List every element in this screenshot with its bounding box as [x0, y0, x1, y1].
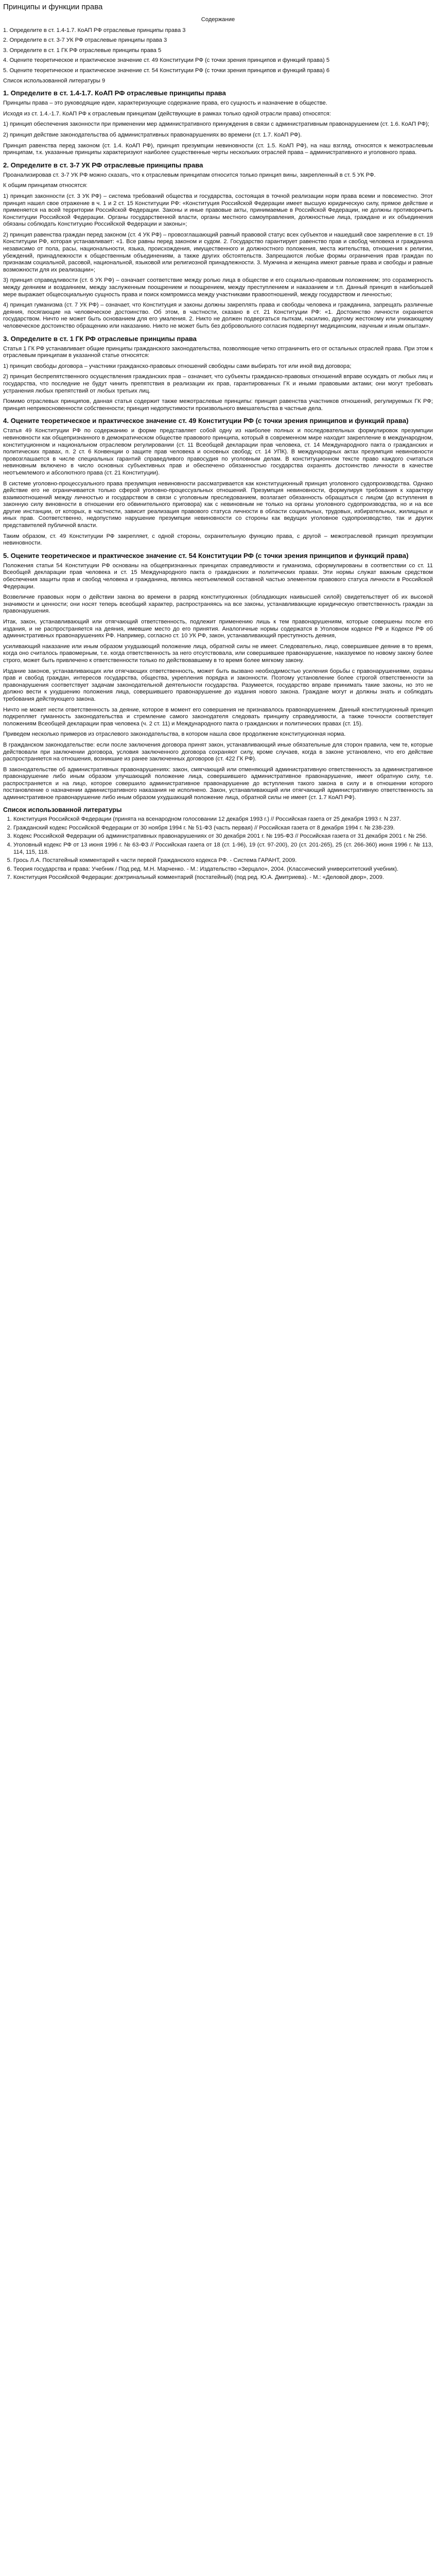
- table-of-contents: [3, 16, 433, 84]
- toc-link[interactable]: 4. Оцените теоретическое и практическое значение ст. 49 Конституции РФ (с точки зрения принципов и функций права) 5: [3, 57, 330, 64]
- section-2: [3, 161, 433, 330]
- paragraph: К общим принципам относятся:: [3, 182, 88, 189]
- toc-link[interactable]: 5. Оцените теоретическое и практическое значение ст. 54 Конституции РФ (с точки зрения принципов и функций права) 6: [3, 67, 330, 74]
- paragraph: В законодательстве об административных правонарушениях: закон, смягчающий или отменяющий административную ответственность за административное правонарушение либо иным образом улучшающий положение лица, совершившего административное правонарушение, имеет обратную силу, т.е. распространяется и на лицо, которое совершило административное правонарушение до вступления такого закона в силу и в отношении которого постановление о назначении административного наказания не исполнено. Закон, устанавливающий или отягчающий административную ответственность за административное правонарушение либо иным образом ухудшающий положение лица, обратной силы не имеет (ст. 1.7 КоАП РФ).: [3, 766, 433, 801]
- section-4: [3, 417, 433, 547]
- toc-item-bibliography[interactable]: [3, 78, 433, 85]
- bibliography-list: [3, 816, 433, 882]
- bibliography-item: 3. Кодекс Российской Федерации об административных правонарушениях от 30 декабря 2001 г. № 195-ФЗ // Российская газета от 31 декабря 2001 г. № 256.: [13, 833, 433, 840]
- paragraph: В системе уголовно-процессуального права презумпция невиновности рассматривается как конституционный принцип уголовного судопроизводства. Однако действие его не ограничивается только сферой уголовно-процессуальных отношений. Презумпция невиновности, формулируя требования к характеру взаимоотношений между личностью и государством в связи с уголовным преследованием, возлагает обязанность обращаться с лицом (до вступления в законную силу виновности в отношении его обвинительного приговора) как с невиновным не только на органы уголовного судопроизводства, но и на все другие инстанции, от которых, в частности, зависит реализация правового статуса личности в области социальных, трудовых, избирательных, жилищных и иных прав. Соответственно, недопустимо нарушение презумпции невиновности со стороны как ведущих уголовное судопроизводство, так и других представителей публичной власти.: [3, 480, 433, 529]
- section-1: [3, 89, 433, 157]
- paragraph: Издание законов, устанавливающих или отягчающих ответственность, может быть вызвано необходимостью усиления борьбы с правонарушениями, охраны прав и свобод граждан, интересов государства, общества, укрепления порядка и законности. Поэтому установление более строгой ответственности за правонарушения соответствует задачам законодательной деятельности государства. Разумеется, государство вправе принимать такие законы, но это не должно вести к ухудшению положения лица, совершившего правонарушение до издания нового закона. Граждане могут и должны знать и соблюдать требования действующего закона.: [3, 668, 433, 702]
- paragraph: Итак, закон, устанавливающий или отягчающий ответственность, подлежит применению лишь к тем правонарушениям, которые совершены после его издания, и не распространяется на деяния, имевшие место до его принятия. Аналогичные нормы содержатся в Уголовном кодексе РФ и Кодексе РФ об административных правонарушениях РФ. Например, согласно ст. 10 УК РФ, закон, устанавливающий преступность деяния,: [3, 619, 433, 639]
- toc-item[interactable]: [3, 57, 433, 64]
- page-title: Принципы и функции права: [3, 3, 103, 11]
- section-heading: 1. Определите в ст. 1.4-1.7. КоАП РФ отраслевые принципы права: [3, 89, 226, 97]
- paragraph: Принципы права – это руководящие идеи, характеризующие содержание права, его сущность и назначение в обществе.: [3, 100, 327, 107]
- bibliography: [3, 807, 433, 882]
- toc-link[interactable]: 3. Определите в ст. 1 ГК РФ отраслевые принципы права 5: [3, 47, 162, 54]
- paragraph: Таким образом, ст. 49 Конституции РФ закрепляет, с одной стороны, охранительную функцию права, с другой – межотраслевой принцип презумпции невиновности.: [3, 533, 433, 547]
- bibliography-item: 7. Конституция Российской Федерации: доктринальный комментарий (постатейный) (под ред. Ю.А. Дмитриева). - М.: «Деловой двор», 2009.: [13, 874, 433, 882]
- paragraph: Проанализировав ст. 3-7 УК РФ можно сказать, что к отраслевым принципам относится только принцип вины, закрепленный в ст. 5 УК РФ.: [3, 172, 376, 178]
- paragraph: усиливающий наказание или иным образом ухудшающий положение лица, обратной силы не имеет. Следовательно, лицо, совершившее деяние в то время, когда оно считалось правомерным, т.е. когда ответственность за него отсутствовала, или совершившее правонарушение, наказуемое по новому закону более строго, может быть привлечено к ответственности только по действовавшему в то время более мягкому закону.: [3, 643, 433, 664]
- paragraph: Ничто не может нести ответственность за деяние, которое в момент его совершения не признавалось правонарушением. Данный конституционный принцип подкрепляет гуманность законодательства и стремление самого законодателя следовать принципу справедливости, а также точности соответствует положениям Всеобщей декларации прав человека (ч. 2 ст. 11) и Международного пакта о гражданских и политических правах (ст. 15).: [3, 706, 433, 727]
- paragraph: 1) принцип обеспечения законности при применении мер административного принуждения в связи с административным правонарушением (ст. 1.6. КоАП РФ);: [3, 121, 429, 128]
- toc-item[interactable]: [3, 47, 433, 55]
- paragraph: Статья 1 ГК РФ устанавливает общие принципы гражданского законодательства, позволяющие четко отграничить его от остальных отраслей права. При этом к отраслевым принципам в указанной статье относятся:: [3, 345, 433, 359]
- section-heading: 2. Определите в ст. 3-7 УК РФ отраслевые принципы права: [3, 161, 203, 169]
- paragraph: Положения статьи 54 Конституции РФ основаны на общепризнанных принципах справедливости и гуманизма, сформулированы в соответствии со ст. 11 Всеобщей декларации прав человека и ст. 15 Международного пакта о гражданских и политических правах. Эти нормы служат важным средством обеспечения защиты прав и свобод человека и гражданина, являясь неотъемлемой составной частью элементом правового статуса личности в Российской Федерации.: [3, 562, 433, 590]
- bibliography-item: 6. Теория государства и права: Учебник / Под ред. М.Н. Марченко. - М.: Издательство «Зерцало», 2004. (Классический университетский учебник).: [13, 866, 433, 873]
- toc-link[interactable]: 1. Определите в ст. 1.4-1.7. КоАП РФ отраслевые принципы права 3: [3, 27, 186, 33]
- section-heading: 5. Оцените теоретическое и практическое значение ст. 54 Конституции РФ (с точки зрения принципов и функций права): [3, 551, 409, 560]
- paragraph: Исходя из ст. 1.4.-1.7. КоАП РФ к отраслевым принципам (действующие в рамках только одной отрасли права) относятся:: [3, 110, 331, 117]
- paragraph: Возвеличие правовых норм о действии закона во времени в разряд конституционных (обладающих наивысшей силой) свидетельствует об их высокой значимости и ценности; они носят теперь всеобщий характер, распространяясь на все законы, устанавливающие юридическую ответственность граждан за правонарушения.: [3, 594, 433, 615]
- paragraph: Приведем несколько примеров из отраслевого законодательства, в котором нашла свое продолжение конституционная норма.: [3, 731, 346, 738]
- bibliography-heading: Список использованной литературы: [3, 806, 122, 814]
- toc-link[interactable]: 2. Определите в ст. 3-7 УК РФ отраслевые принципы права 3: [3, 37, 167, 44]
- section-heading: 3. Определите в ст. 1 ГК РФ отраслевые принципы права: [3, 334, 197, 343]
- paragraph: В гражданском законодательстве: если после заключения договора принят закон, устанавливающий иные обязательные для сторон правила, чем те, которые действовали при заключении договора, условия заключенного договора сохраняют силу, кроме случаев, когда в законе установлено, что его действие распространяется на отношения, возникшие из ранее заключенных договоров (ст. 422 ГК РФ).: [3, 741, 433, 762]
- paragraph: Принцип равенства перед законом (ст. 1.4. КоАП РФ), принцип презумпции невиновности (ст. 1.5. КоАП РФ), на наш взгляд, относятся к межотраслевым принципам, т.к. указанные принципы характеризуют наиболее существенные черты нескольких отраслей права – административного и уголовного права.: [3, 142, 433, 156]
- bibliography-item: 1. Конституция Российской Федерации (принята на всенародном голосовании 12 декабря 1993 г.) // Российская газета от 25 декабря 1993 г. N 237.: [13, 816, 433, 823]
- paragraph: 2) принцип беспрепятственного осуществления гражданских прав – означает, что субъекты гражданско-правовых отношений вправе осуждать от любых лиц и государства, что последние не будут чинить препятствия в реализации их прав, гарантированных ГК и иными правовыми актами; они могут требовать устранения любых препятствий от любых третьих лиц.: [3, 374, 433, 394]
- bibliography-item: 4. Уголовный кодекс РФ от 13 июня 1996 г. № 63-ФЗ // Российская газета от 18 (ст. 1-96), 19 (ст. 97-200), 20 (ст. 201-265), 25 (ст. 266-360) июня 1996 г. № 113, 114, 115, 118.: [13, 842, 433, 856]
- paragraph: 2) принцип равенства граждан перед законом (ст. 4 УК РФ) – провозглашающий равный правовой статус всех субъектов и нашедший свое закрепление в ст. 19 Конституции РФ, которая устанавливает: «1. Все равны перед законом и судом. 2. Государство гарантирует равенство прав и свобод человека и гражданина независимо от пола, расы, национальности, языка, происхождения, имущественного и должностного положения, места жительства, отношения к религии, убеждений, принадлежности к общественным объединениям, а также других обстоятельств. Запрещаются любые формы ограничения прав граждан по признакам социальной, расовой, национальной, языковой или религиозной принадлежности. 3. Мужчина и женщина имеют равные права и свободы и равные возможности для их реализации»;: [3, 231, 433, 273]
- section-5: [3, 552, 433, 802]
- paragraph: 3) принцип справедливости (ст. 6 УК РФ) – означает соответствие между ролью лица в обществе и его социально-правовым положением; это соразмерность между деянием и воздаянием, между заслуженным поощрением и поощрением, между преступлением и наказанием и т.п. Данный принцип в наибольшей мере выражает общесоциальную сущность права и поиск компромисса между участниками правоотношений, между государством и личностью;: [3, 277, 433, 298]
- toc-link[interactable]: Список использованной литературы 9: [3, 77, 106, 84]
- toc-item[interactable]: [3, 37, 433, 44]
- document: [0, 0, 436, 888]
- paragraph: 1) принцип свободы договора – участники гражданско-правовых отношений свободны сами выбирать тот или иной вид договора;: [3, 363, 352, 369]
- bibliography-item: 5. Грось Л.А. Постатейный комментарий к части первой Гражданского кодекса РФ. - Система ГАРАНТ, 2009.: [13, 857, 433, 865]
- paragraph: Помимо отраслевых принципов, данная статья содержит также межотраслевые принципы: принцип равенства участников отношений, регулируемых ГК РФ; принцип неприкосновенности собственности; принцип недопустимости произвольного вмешательства в частные дела.: [3, 398, 433, 412]
- paragraph: 1) принцип законности (ст. 3 УК РФ) – система требований общества и государства, состоящая в точной реализации норм права всеми и повсеместно. Этот принцип нашел свое отражение в ч. 1 и 2 ст. 15 Конституции РФ: «Конституция Российской Федерации имеет высшую юридическую силу, прямое действие и применяется на всей территории Российской Федерации. Законы и иные правовые акты, принимаемые в Российской Федерации, не должны противоречить Конституции Российской Федерации. Органы государственной власти, органы местного самоуправления, должностные лица, граждане и их объединения обязаны соблюдать Конституцию Российской Федерации и законы»;: [3, 193, 433, 228]
- toc-heading: Содержание: [201, 16, 235, 23]
- toc-item[interactable]: [3, 27, 433, 35]
- toc-item[interactable]: [3, 67, 433, 75]
- paragraph: 4) принцип гуманизма (ст. 7 УК РФ) – означает, что Конституция и законы должны закреплять права и свободы человека и гражданина, запрещать различные деяния, посягающие на человеческое достоинство. Об этом, в частности, сказано в ст. 21 Конституции РФ: «1. Достоинство личности охраняется государством. Ничто не может быть основанием для его умаления. 2. Никто не должен подвергаться пыткам, насилию, другому жестокому или унижающему человеческое достоинство обращению или наказанию. Никто не может быть без добровольного согласия подвергнут медицинским, научным и иным опытам».: [3, 302, 433, 329]
- paragraph: 2) принцип действие законодательства об административных правонарушениях во времени (ст. 1.7. КоАП РФ).: [3, 131, 302, 138]
- section-heading: 4. Оцените теоретическое и практическое значение ст. 49 Конституции РФ (с точки зрения принципов и функций права): [3, 417, 409, 425]
- bibliography-item: 2. Гражданский кодекс Российской Федерации от 30 ноября 1994 г. № 51-ФЗ (часть первая) // Российская газета от 8 декабря 1994 г. № 238-239.: [13, 825, 433, 832]
- section-3: [3, 335, 433, 413]
- paragraph: Статья 49 Конституции РФ по содержанию и форме представляет собой одну из наиболее полных и последовательных формулировок презумпции невиновности как общепризнанного в демократическом обществе правового принципа, который в современном мире находит закрепление в международном, конституционном и национальном отраслевом регулировании (ст. 11 Всеобщей декларации прав человека, ст. 14 Международного пакта о гражданских и политических правах, п. 2 ст. 6 Конвенции о защите прав человека и основных свобод; ст. 14 УПК). В международных актах презумпция невиновности провозглашается в числе специальных гарантий справедливого правосудия по уголовным делам. В конституционном тексте право каждого считаться невиновным включено в число основных субъективных прав и обеспечено обязанностью государства охранять достоинство личности в качестве неотъемлемого и абсолютного права (ст. 21 Конституции).: [3, 428, 433, 476]
